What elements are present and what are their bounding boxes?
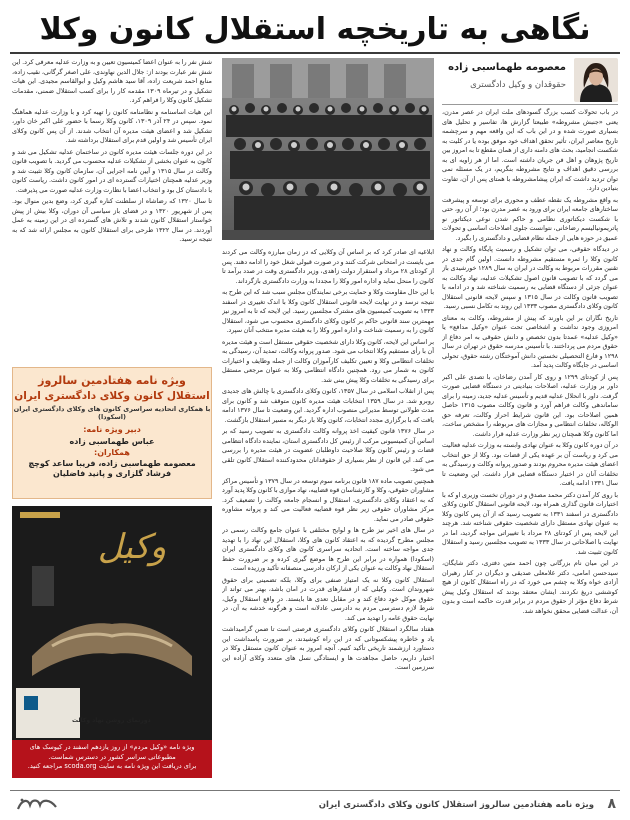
ad-artwork bbox=[12, 506, 212, 742]
paragraph: هفتاد سالگرد استقلال کانون وکلای دادگستری فرصتی است تا ضمن گرامیداشت یاد و خاطره پیشکسوتانی که در این راه کوشیدند، بر ضرورت پاسداشت این دستاورد ارزشمند تاریخی تأکید کنیم. آنچه امروز به عنوان کانون مستقل وکلا در اختیار داریم، حاصل مجاهدت ها و ایستادگی نسل های متعدد وکلای آزاده این سرزمین است. bbox=[222, 625, 434, 671]
credits-contributors-names: معصومه طهماسبی زاده، فریبا ساعد کوچچ bbox=[28, 459, 196, 468]
article-column-3 bbox=[12, 58, 212, 358]
paragraph: استقلال کانون وکلا نه یک امتیاز صنفی برای وکلا، بلکه تضمینی برای حقوق شهروندان است. وکیلی که از فشارهای قدرت در امان باشد، بهتر می تواند از حقوق موکل خود دفاع کند و در مقابل تعدی ها بایستد. در واقع استقلال وکیل، شرط لازم دسترسی مردم به دادرسی عادلانه است و هرگونه خدشه به آن، در نهایت حقوق عامه را تهدید می کند. bbox=[222, 575, 434, 622]
paragraph: با روی کار آمدن دکتر محمد مصدق و در دوران نخست وزیری او که با اختیارات قانون گذاری همراه بود، لایحه قانونی استقلال کانون وکلای دادگستری در اسفند ۱۳۳۱ به تصویب رسید که از آن پس کانون وکلا به عنوان نهادی مستقل دارای شخصیت حقوقی شناخته شد. هرچند این لایحه پس از کودتای ۲۸ مرداد با تغییراتی مواجه گردید، اما در نهایت با اصلاحاتی در سال ۱۳۳۳ به تصویب مجلسین رسید و استقلال کانون تثبیت شد. bbox=[442, 490, 618, 556]
paragraph: به واقع مشروطه یک نقطه عطف و محوری برای توسعه و پیشرفت ساختارهای جامعه ایران برای ورود به عصر مدرن بود؛ از آن رو، حتی با شکست دیکتاتوری نظامی و حاکم شدن نوعی دیکتاتور نو پاتریمونیالیسم رضاخانی، نتوانست جلوی اصلاحات اساسی و تحولات عمیق در حوزه هایی از جمله نظام قضایی و دادگستری را بگیرد. bbox=[442, 195, 618, 242]
historical-group-photo bbox=[222, 58, 434, 240]
credits-title: ویژه نامه هفتادمین سالروز bbox=[38, 374, 186, 387]
page-number: ۸ bbox=[607, 796, 616, 812]
paragraph: در دیدگاه حقوقی، می توان تشکیل و رسمیت پایگاه وکالت و نهاد کانون وکلا را ثمره مستقیم مشروطه دانست. اولین گام جدی در تقنین مقررات مربوط به وکالت در ایران به سال ۱۲۸۹ خورشیدی باز می گردد که با تصویب قانون اصول تشکیلات عدلیه، نهاد وکالت به عنوان جزئی از دستگاه قضایی به رسمیت شناخته شد و در ادامه با تصویب قانون وکالت در سال ۱۳۱۵ و سپس لایحه قانونی استقلال کانون وکلای دادگستری مصوب ۱۳۳۳ این روند به تکامل نسبی رسید. bbox=[442, 245, 618, 310]
paragraph: در باب تحولات کسب بزرگ گسودهای ملت ایران در عصر مدرن، یعنی «جنبش مشروطه» طبیعتا گزارش ها، تفاسیر و تحلیل های بسیاری صورت شده و در این باب که این واقعه مهم و سرچشمه تاریخ معاصر ایران، تأثیر تحقق اهداف خود موفق بوده یا در کلیت به شکست انجامید، بحث های دامنه داری از همان مقطع تا به امروز بین تاریخ پژوهان و اهل فن جریان داشته است. اما از هر زاویه ای به بررسی دقیق اهداف و نتایج مشروطه بنگریم، در یک مسئله نمی توان تردید داشت که ایران پیشامشروطه با همتای پس از آن، تفاوت بنیادین دارد. bbox=[442, 108, 618, 192]
footer-title: ویژه نامه هفتادمین سالروز استقلال کانون وکلای دادگستری ایران bbox=[318, 800, 594, 810]
paragraph: در سال های اخیر نیز طرح ها و لوایح مختلفی با عنوان جامع وکالت رسمی در مجلس مطرح گردیده که به اعتقاد کانون های وکلا، استقلال این نهاد را با تهدید جدی مواجه ساخته است. اتحادیه سراسری کانون های وکلای دادگستری ایران (اسکودا) همواره در برابر این طرح ها موضع گیری کرده و بر ضرورت حفظ استقلال نهاد وکالت به عنوان یکی از ارکان دادرسی منصفانه تأکید ورزیده است. bbox=[222, 526, 434, 572]
credits-editor-name: عباس طهماسبی زاده bbox=[69, 437, 155, 446]
special-issue-credits-box bbox=[12, 367, 212, 499]
author-byline bbox=[442, 58, 618, 102]
ad-book-title: دورنمای روشن نهاد وکالت bbox=[72, 717, 151, 724]
ad-red-banner bbox=[12, 740, 212, 778]
author-role: حقوقدان و وکیل دادگستری bbox=[470, 80, 566, 90]
magazine-advertisement bbox=[12, 506, 212, 778]
paragraph: بر اساس این لایحه، کانون وکلا دارای شخصیت حقوقی مستقل است و هیئت مدیره آن با رأی مستقیم وکلا انتخاب می شود. صدور پروانه وکالت، تمدید آن، رسیدگی به تخلفات انتظامی وکلا و تعیین تکلیف کارآموزان وکالت از جمله وظایف و اختیارات کانون به شمار می رود. همچنین دادگاه انتظامی وکلا به عنوان مرجعی مستقل برای رسیدگی به تخلفات وکلا پیش بینی شد. bbox=[222, 337, 434, 384]
paragraph: پس از انقلاب اسلامی در سال ۱۳۵۷، کانون وکلای دادگستری با چالش های جدیدی روبرو شد. در سال ۱۳۵۹ انتخابات هیئت مدیره کانون متوقف شد و کانون برای مدت طولانی توسط مدیرانی منصوب اداره گردید. این وضعیت تا سال ۱۳۷۶ ادامه یافت که با برگزاری مجدد انتخابات، کانون وکلا بار دیگر به مسیر استقلال بازگشت. bbox=[222, 387, 434, 424]
credits-contributors-names-2: فرشاد گلزاری و پانید فاضلیان bbox=[52, 469, 172, 478]
paragraph: تا سال ۱۳۲۰ که رضاشاه از سلطنت کناره گیری کرد، وضع بدین منوال بود. پس از شهریور ۱۳۲۰ و در فضای باز سیاسی آن دوران، وکلا بیش از پیش خواستار استقلال کانون شدند و تلاش های گسترده ای در این زمینه به عمل آوردند. در سال ۱۳۲۲ طرحی برای استقلال کانون به مجلس ارائه شد که به نتیجه نرسید. bbox=[12, 197, 212, 243]
footer-divider bbox=[10, 790, 620, 791]
paragraph: در آن دوره کانون وکلا به عنوان نهادی وابسته به وزارت عدلیه فعالیت می کرد و ریاست آن بر عهده یکی از قضات بود. وکلا از حق انتخاب اعضای هیئت مدیره محروم بودند و صدور پروانه وکالت و رسیدگی به تخلفات آنان در اختیار دستگاه قضایی قرار داشت. این وضعیت تا سال ۱۳۳۱ ادامه یافت. bbox=[442, 441, 618, 487]
paragraph: همچنین تصویب ماده ۱۸۷ قانون برنامه سوم توسعه در سال ۱۳۷۹ و تأسیس مراکز مشاوران حقوقی، وکلا و کارشناسان قوه قضاییه، نهاد موازی با کانون وکلا پدید آورد که به اعتقاد وکلای دادگستری، استقلال و انسجام جامعه وکالت را تضعیف کرد. مرکز مشاوران حقوقی زیر نظر قوه قضاییه فعالیت می کند و پروانه مشاوره حقوقی صادر می نماید. bbox=[222, 476, 434, 523]
article-column-1 bbox=[442, 108, 618, 784]
ad-logo-text: وکیل bbox=[97, 527, 167, 567]
paragraph: پس از کودتای ۱۲۹۹ و روی کار آمدن رضاخان، با تصدی علی اکبر داور بر وزارت عدلیه، اصلاحات بنیادینی در دستگاه قضایی صورت گرفت. داور با انحلال عدلیه قدیم و تأسیس عدلیه جدید، زمینه را برای ساماندهی وکالت فراهم آورد و قانون وکالت مصوب ۱۳۱۵ حاصل همین اصلاحات بود. این قانون شرایط احراز وکالت، تعرفه حق الوکاله، تخلفات انتظامی و مجازات های مربوطه را مشخص ساخت، اما کانون وکلا همچنان زیر نظر وزارت عدلیه قرار داشت. bbox=[442, 372, 618, 438]
credits-contributors-label: همکاران: bbox=[94, 448, 130, 457]
paragraph: در سال ۱۳۷۶ قانون کیفیت اخذ پروانه وکالت دادگستری به تصویب رسید که بر اساس آن کمیسیونی مرکب از رئیس کل دادگستری استان، نماینده دادگاه انتظامی قضات و رئیس کانون وکلا صلاحیت داوطلبان عضویت در هیئت مدیره را بررسی می کند. این قانون از نظر بسیاری از حقوقدانان محدودکننده استقلال کانون تلقی می شود. bbox=[222, 427, 434, 473]
ad-banner-line: ویژه نامه «وکیل مردم» از روز یازدهم اسفند در کیوسک های bbox=[29, 743, 195, 751]
credits-subtitle: استقلال کانون وکلای دادگستری ایران bbox=[14, 390, 210, 402]
paragraph: ابلاغیه ای صادر کرد که بر اساس آن وکلایی که در زمان مبارزه وکالت می کردند می بایست در امتحانی شرکت کنند و در صورت قبولی شغل خود را ادامه دهند. پس از کودتای ۲۸ مرداد و استقرار دولت زاهدی، وزیر دادگستری وقت در صدد برآمد تا کانون را منحل نماید و اداره امور وکلا را مجددا به وزارت دادگستری بازگرداند. bbox=[222, 248, 434, 285]
newspaper-logo-icon bbox=[14, 795, 60, 813]
credits-editor-label: دبیر ویژه نامه: bbox=[83, 425, 141, 434]
paragraph: شش نفر را به عنوان اعضا کمیسیون تعیین و به وزارت عدلیه معرفی کرد. این شش نفر عبارت بودند از: جلال الدین نهاوندی، علی اصغر گرگانی، نقیب زاده، منابع احمد شریعت زاده، آقا سید هاشم وکیل و ابوالقاسم مجیدی. این هیات تشکیل و در تیرماه ۱۳۰۹ مقدمه کار را برای کسب استقلال ضمنی، مقدمات تشکیل کانون وکلا را فراهم کرد. bbox=[12, 58, 212, 104]
paragraph: در این دوره جلسات هیئت مدیره کانون در ساختمان عدلیه تشکیل می شد و کانون به عنوان بخشی از تشکیلات عدلیه محسوب می گردید. با تصویب قانون وکالت در سال ۱۳۱۵ و آیین نامه اجرایی آن، سازمان کانون وکلا تثبیت شد و وزیر عدلیه همچنان اختیارات گسترده ای در امور کانون داشت. ریاست کانون با دادستان کل بود و انتخاب اعضا با نظارت وزارت عدلیه صورت می پذیرفت. bbox=[12, 147, 212, 194]
paragraph: در این میان نام بزرگانی چون احمد متین دفتری، دکتر شایگان، سیدحسن امامی، دکتر غلامعلی صدیقی و دیگران در کنار رهبران آزادی خواه وکلا به چشم می خورد که در راه استقلال کانون از هیچ کوششی دریغ نکردند. ایشان معتقد بودند که استقلال وکیل پیش شرط دفاع مؤثر از حقوق مردم در برابر قدرت حاکمه است و بدون آن، عدالت قضایی محقق نخواهد شد. bbox=[442, 559, 618, 615]
paragraph: این هیات اساسنامه و نظامنامه کانون را تهیه کرد و با وزارت عدلیه هماهنگ نمود. سپس در ۲۴ آذر ۱۳۰۹، کانون وکلا رسما با حضور علی اکبر خان داور، تشکیل شد و اعضای هیئت مدیره آن انتخاب شدند. از آن پس کانون وکلای ایران تأسیس شد و اولین قدم برای استقلال برداشته شد. bbox=[12, 107, 212, 144]
page-footer bbox=[10, 794, 620, 816]
article-column-2 bbox=[222, 248, 434, 784]
page-headline: نگاهی به تاریخچه استقلال کانون وکلا bbox=[39, 12, 591, 47]
author-name: معصومه طهماسبی زاده bbox=[448, 62, 566, 73]
byline-divider bbox=[442, 104, 618, 105]
headline-divider bbox=[10, 52, 620, 54]
ad-banner-line: برای دریافت این ویژه نامه به سایت scoda.org مراجعه کنید. bbox=[27, 762, 197, 770]
paragraph: با این حال مقاومت وکلا و حمایت برخی نمایندگان مجلس سبب شد که این طرح به نتیجه نرسد و در نهایت لایحه قانونی استقلال کانون وکلا با اندک تغییری در اسفند ۱۳۳۳ به تصویب کمیسیون های مشترک مجلسین رسید. این لایحه که تا به امروز نیز مهمترین سند قانونی حاکم بر کانون وکلای دادگستری محسوب می شود، استقلال کانون را به رسمیت شناخت و اداره امور وکلا را به هیئت مدیره منتخب آنان سپرد. bbox=[222, 288, 434, 334]
author-photo bbox=[574, 58, 618, 102]
ad-banner-line: مطبوعاتی سراسر کشور در دسترس شماست. bbox=[48, 752, 176, 761]
paragraph: تاریخ نگاران بر این باورند که پیش از مشروطه، وکالت به معنای امروزی وجود نداشت و اشخاصی تحت عنوان «وکیل مدافع» یا «وکیل عدلیه» عمدتا بدون تخصص و دانش حقوقی به امر دفاع از حقوق مردم می پرداختند. با تأسیس مدرسه حقوق در تهران در سال ۱۲۹۸ و فارغ التحصیلی نخستین دانش آموختگان رشته حقوق، تحولی اساسی در جایگاه وکالت پدید آمد. bbox=[442, 313, 618, 369]
credits-collaboration: با همکاری اتحادیه سراسری کانون های وکلای دادگستری ایران (اسکودا) bbox=[13, 405, 211, 421]
